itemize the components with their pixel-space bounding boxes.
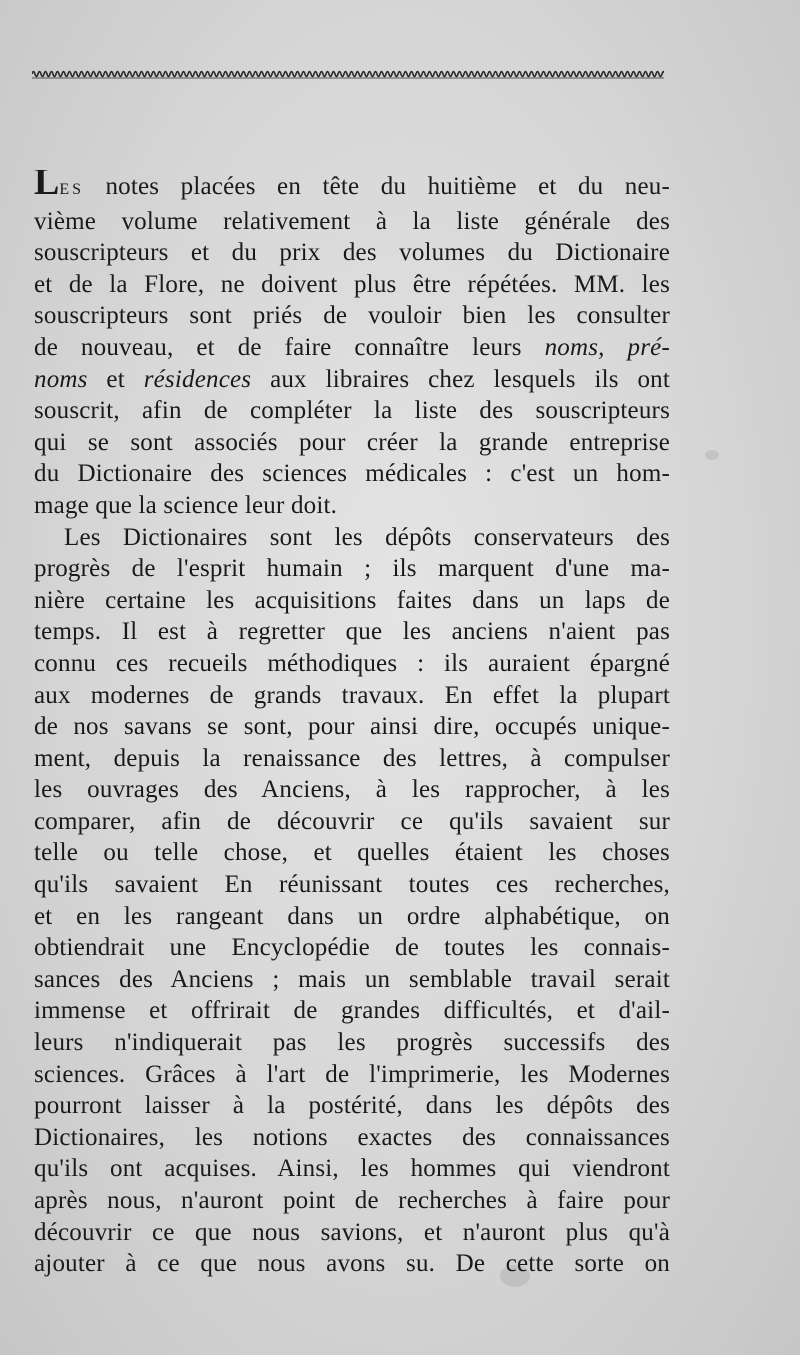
text-line: progrès de l'esprit humain ; ils marquent d'une ma- <box>34 555 670 583</box>
text-line: temps. Il est à regretter que les anciens n'aient pas <box>34 618 670 646</box>
text-line <box>34 332 670 364</box>
text-line: ment, depuis la renaissance des lettres, à compulser <box>34 744 670 772</box>
paper-stain <box>705 450 719 460</box>
text-line: de nos savans se sont, pour ainsi dire, occupés unique- <box>34 713 670 741</box>
text-line: immense et offrirait de grandes difficultés, et d'ail- <box>34 997 670 1025</box>
text-line: vième volume relativement à la liste générale des <box>34 207 670 235</box>
text-line: du Dictionaire des sciences médicales : c'est un hom- <box>34 460 670 488</box>
text-line: leurs n'indiquerait pas les progrès successifs des <box>34 1029 670 1057</box>
text-line: telle ou telle chose, et quelles étaient les choses <box>34 839 670 867</box>
text-line: connu ces recueils méthodiques : ils auraient épargné <box>34 649 670 677</box>
text-line: pourront laisser à la postérité, dans les dépôts des <box>34 1092 670 1120</box>
italic-text: résidences <box>143 365 252 393</box>
text-line: comparer, afin de découvrir ce qu'ils savaient sur <box>34 807 670 835</box>
line-text: notes placées en tête du huitième et du neu- <box>105 173 670 200</box>
text-line: Dictionaires, les notions exactes des connaissances <box>34 1123 670 1151</box>
text-line: mage que la science leur doit. <box>34 491 338 519</box>
text-line: qu'ils savaient En réunissant toutes ces recherches, <box>34 871 670 899</box>
text-line: qu'ils ont acquises. Ainsi, les hommes qui viendront <box>34 1155 670 1183</box>
text-line: Les Dictionaires sont les dépôts conservateurs des <box>64 523 670 551</box>
line-text: de nouveau, et de faire connaître leurs <box>34 333 522 361</box>
text-line <box>34 170 670 206</box>
italic-text: noms, pré- <box>544 333 670 361</box>
line-text: aux libraires chez lesquels ils ont <box>270 365 670 393</box>
body-text <box>34 170 670 1280</box>
wavy-rule-icon <box>32 68 664 80</box>
text-line: sciences. Grâces à l'art de l'imprimerie, les Modernes <box>34 1060 670 1088</box>
text-line: sances des Anciens ; mais un semblable travail serait <box>34 965 670 993</box>
text-line: après nous, n'auront point de recherches à faire pour <box>34 1187 670 1214</box>
text-line: nière certaine les acquisitions faites dans un laps de <box>34 586 670 614</box>
text-line: les ouvrages des Anciens, à les rapprocher, à les <box>34 776 670 804</box>
ornamental-rule <box>32 68 664 80</box>
text-line: et de la Flore, ne doivent plus être répétées. MM. les <box>34 270 670 298</box>
italic-text: noms <box>34 365 88 393</box>
line-text: et <box>106 365 125 393</box>
drop-cap: L <box>34 170 60 203</box>
text-line: découvrir ce que nous savions, et n'auront plus qu'à <box>34 1218 670 1246</box>
text-line: ajouter à ce que nous avons su. De cette sorte on <box>34 1250 670 1278</box>
text-line: souscripteurs sont priés de vouloir bien les consulter <box>34 302 670 330</box>
first-word-rest: ES <box>59 181 85 198</box>
text-line: et en les rangeant dans un ordre alphabétique, on <box>34 902 670 930</box>
text-line: aux modernes de grands travaux. En effet la plupart <box>34 681 670 709</box>
text-line: souscrit, afin de compléter la liste des souscripteurs <box>34 397 670 425</box>
text-line: qui se sont associés pour créer la grande entreprise <box>34 428 670 456</box>
text-line <box>34 364 670 396</box>
text-line: obtiendrait une Encyclopédie de toutes les connais- <box>34 934 670 962</box>
text-line: souscripteurs et du prix des volumes du Dictionaire <box>34 239 670 267</box>
